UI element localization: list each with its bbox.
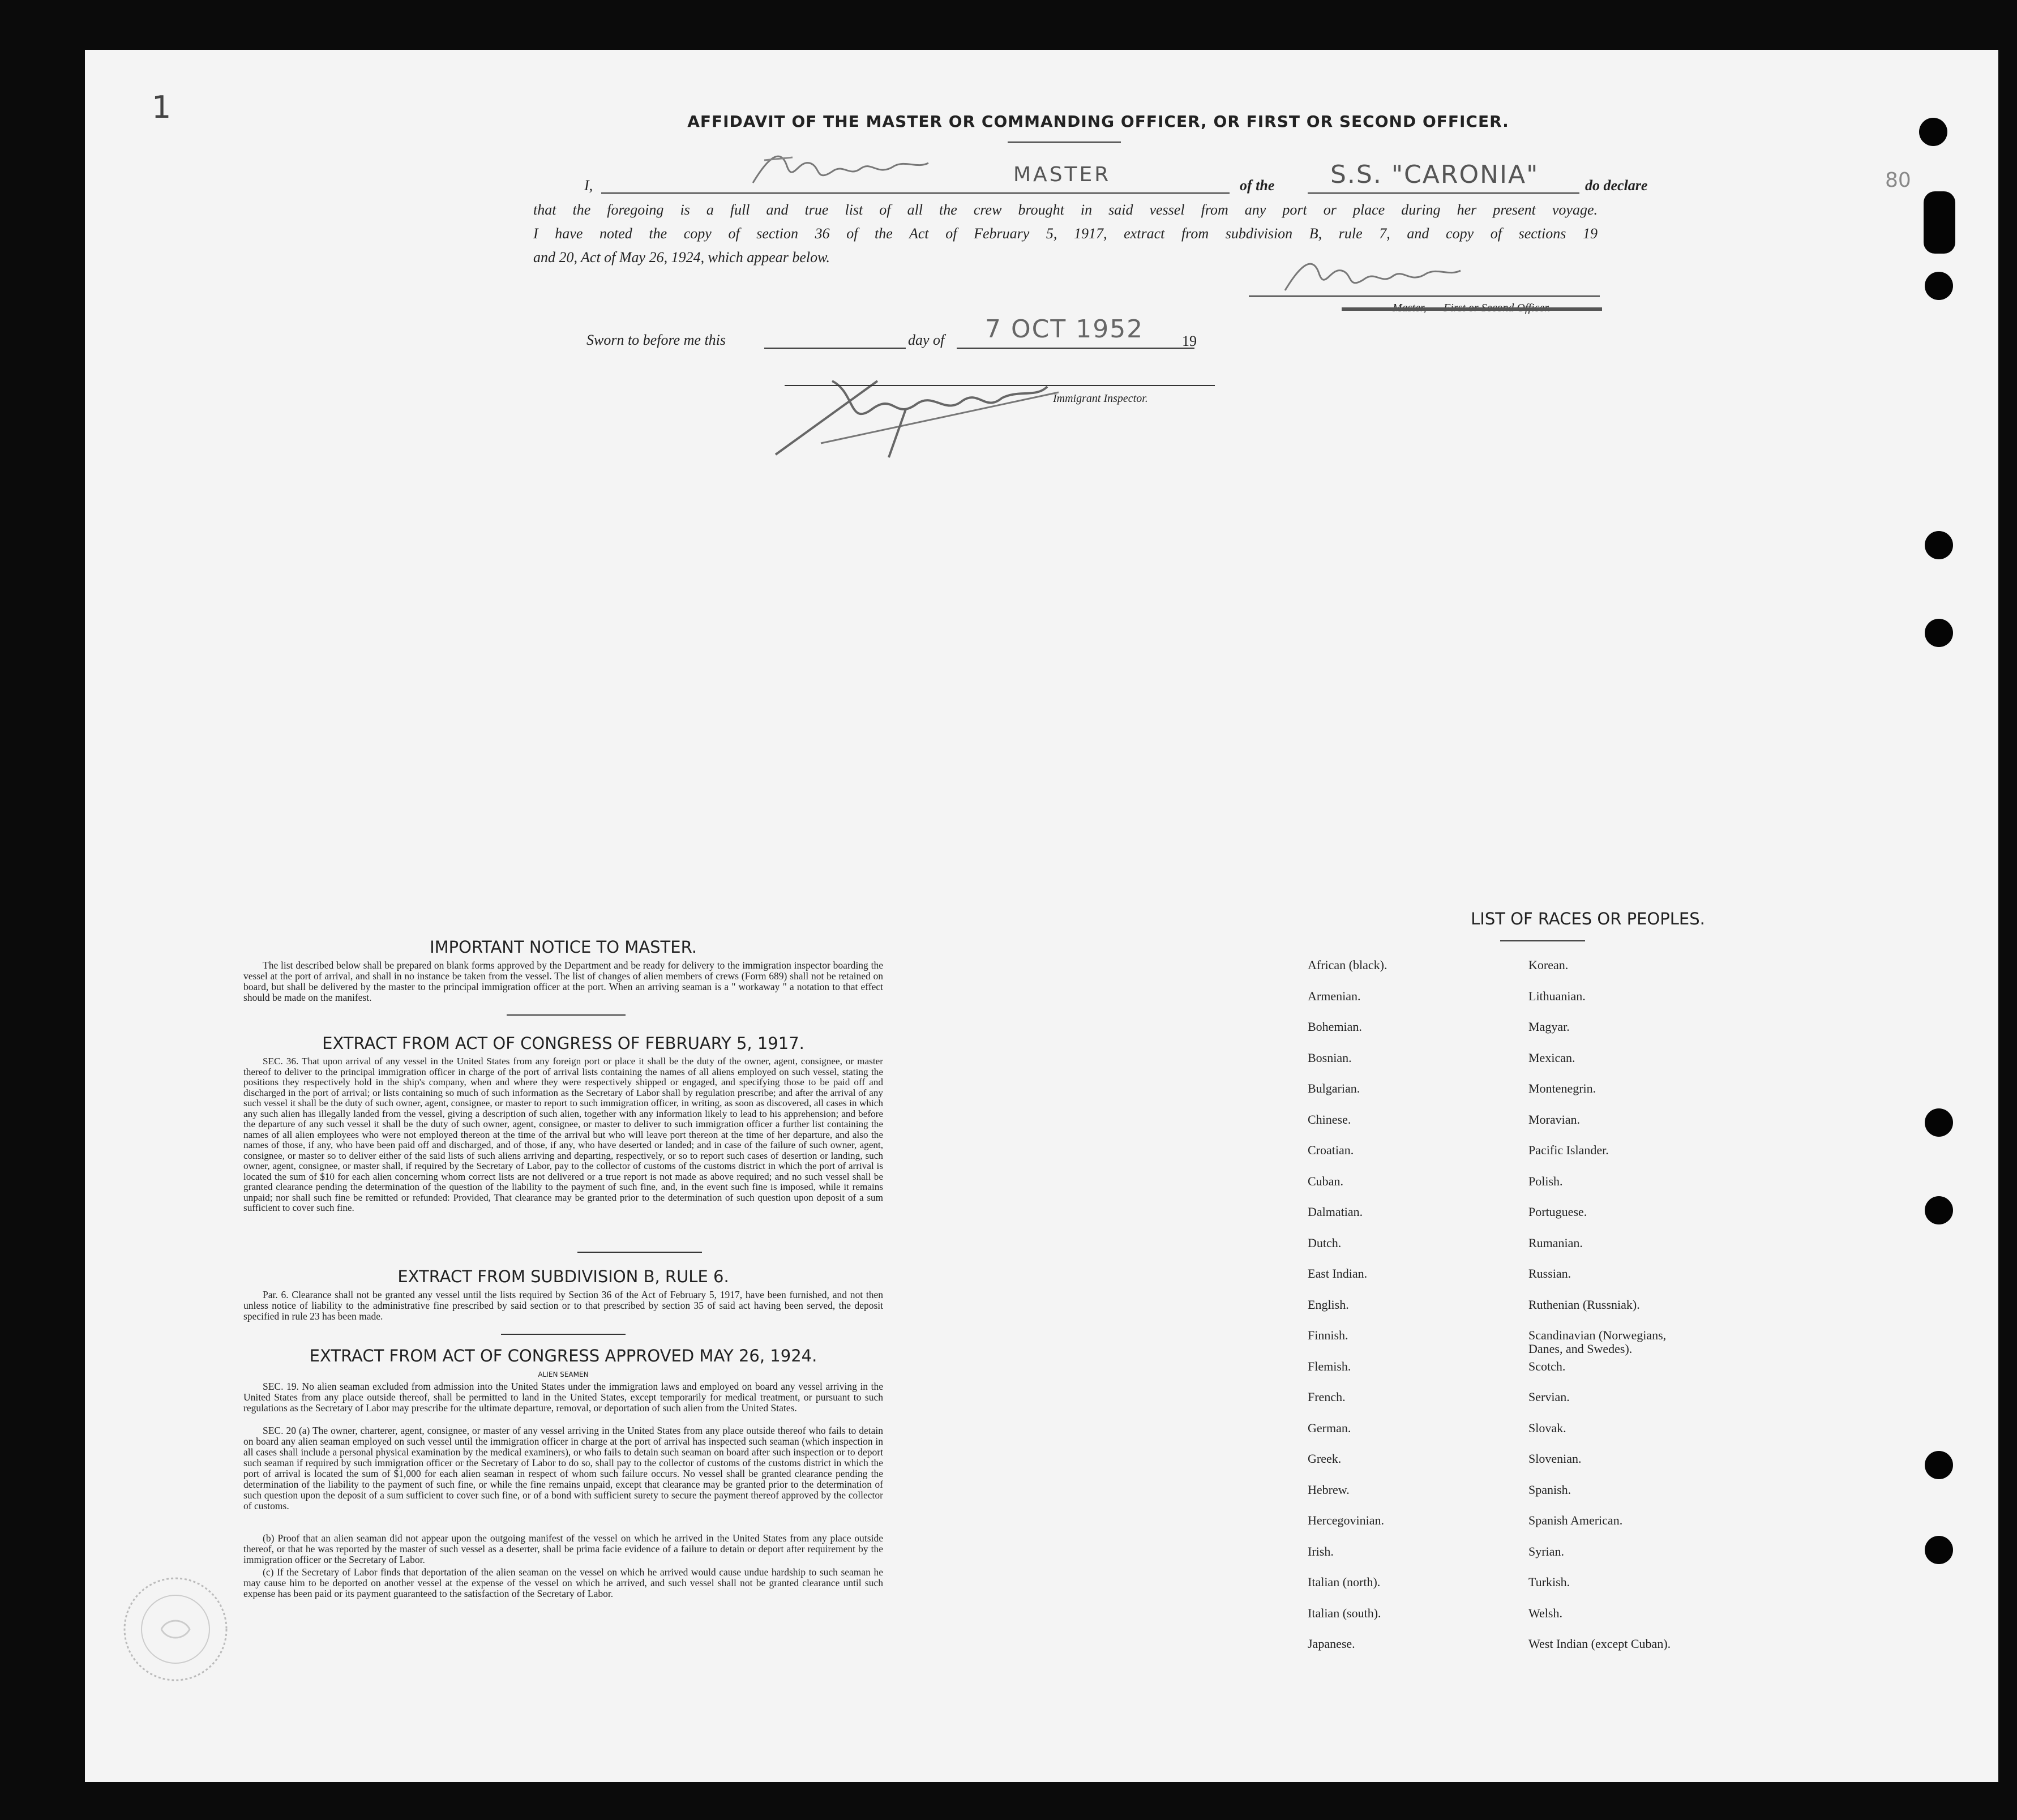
- subdivision-b-rule: [501, 1334, 626, 1335]
- race-item: Lithuanian.: [1528, 988, 1586, 1003]
- binder-hole: [1925, 619, 1953, 647]
- master-signature-lower: [1279, 251, 1472, 302]
- race-item: Dutch.: [1308, 1235, 1342, 1250]
- vessel-field-line: [1308, 192, 1579, 194]
- race-item: Montenegrin.: [1528, 1081, 1596, 1095]
- race-item: Slovak.: [1528, 1420, 1566, 1435]
- race-item: Greek.: [1308, 1451, 1342, 1466]
- race-item: Welsh.: [1528, 1605, 1562, 1620]
- affidavit-line4: and 20, Act of May 26, 1924, which appear below.: [533, 249, 830, 265]
- race-item: Ruthenian (Russniak).: [1528, 1297, 1640, 1312]
- notice-title: IMPORTANT NOTICE TO MASTER.: [430, 937, 697, 957]
- race-item: Finnish.: [1308, 1328, 1348, 1342]
- race-item: Spanish.: [1528, 1482, 1571, 1497]
- race-item: Korean.: [1528, 958, 1569, 972]
- race-item: Slovenian.: [1528, 1451, 1582, 1466]
- race-item: English.: [1308, 1297, 1349, 1312]
- race-item: West Indian (except Cuban).: [1528, 1637, 1671, 1651]
- race-item: Flemish.: [1308, 1359, 1351, 1373]
- race-item: Irish.: [1308, 1544, 1334, 1558]
- affidavit-line2: that the foregoing is a full and true list of all the crew brought in said vessel from any port or place during her present voyage.: [533, 202, 1598, 218]
- subdivision-b-title: EXTRACT FROM SUBDIVISION B, RULE 6.: [397, 1267, 729, 1286]
- race-item: German.: [1308, 1420, 1351, 1435]
- race-item: Turkish.: [1528, 1575, 1570, 1589]
- race-item: Rumanian.: [1528, 1235, 1583, 1250]
- race-item: East Indian.: [1308, 1266, 1368, 1281]
- race-item: Hebrew.: [1308, 1482, 1350, 1497]
- notice-rule: [507, 1014, 626, 1016]
- binder-hole: [1925, 1451, 1953, 1479]
- binder-hole: [1919, 118, 1947, 146]
- binder-hole: [1924, 191, 1955, 254]
- vessel-stamp: S.S. "CARONIA": [1330, 160, 1539, 189]
- extract-1917-text: SEC. 36. That upon arrival of any vessel in the United States from any foreign port or place it shall be the duty of the owner, agent, consignee, or master thereof to deliver to the principal immigration officer in charge of the port of arrival lists containing the names of all aliens employed on such vessel, stating the positions they respectively hold in the ship's company, when and where they were respectively shipped or engaged, and specifying those to be paid off and discharged in the port of arrival; or lists containing so much of such information as the Secretary of Labor shall by regulation prescribe; and after the arrival of any such vessel it shall be the duty of such owner, agent, consignee, or master to report to such immigration officer, in writing, as soon as discovered, all cases in which any such alien has illegally landed from the vessel, giving a description of such alien, together with any information likely to lead to his apprehension; and before the departure of any such vessel it shall be the duty of such owner, agent, consignee, or master to deliver to such immigration officer a further list containing the names of all alien employees who were not employed thereon at the time of the arrival but who will leave port thereon at the time of her departure, and also the names of those, if any, who have been paid off and discharged, and of those, if any, who have deserted or landed; and in case of the failure of such owner, agent, consignee, or master so to deliver either of the said lists of such aliens arriving and departing, respectively, or so to report such cases of desertion or landing, such owner, agent, consignee, or master shall, if required by the Secretary of Labor, pay to the collector of customs of the customs district in which the port of arrival is located the sum of $10 for each alien concerning whom correct lists are not delivered or a true report is not made as above required; and no such vessel shall be granted clearance pending the determination of the question of the liability to the payment of such fine, and, in the event such fine is imposed, while it remains unpaid; nor shall such fine be remitted or refunded: Provided, That clearance may be granted prior to the determination of such question upon deposit of a sum sufficient to cover such fine.: [243, 1056, 883, 1213]
- race-item: Dalmatian.: [1308, 1205, 1363, 1219]
- race-item: Syrian.: [1528, 1544, 1564, 1558]
- official-seal: [119, 1573, 232, 1686]
- race-item: Magyar.: [1528, 1020, 1570, 1034]
- binder-hole: [1925, 1196, 1953, 1224]
- affidavit-line3: I have noted the copy of section 36 of the Act of February 5, 1917, extract from subdivision B, rule 7, and copy of sections 19: [533, 225, 1598, 242]
- affidavit-i: I,: [584, 177, 593, 194]
- affidavit-title: AFFIDAVIT OF THE MASTER OR COMMANDING OFFICER, OR FIRST OR SECOND OFFICER.: [687, 112, 1509, 131]
- race-item: Bohemian.: [1308, 1020, 1362, 1034]
- sec19-text: SEC. 19. No alien seaman excluded from admission into the United States under the immigration laws and employed on board any vessel arriving in the United States from any place outside thereof, shall be permitted to land in the United States, except temporarily for medical treatment, or pursuant to such regulations as the Secretary of Labor may prescribe for the ultimate departure, removal, or deportation of such alien from the United States.: [243, 1381, 883, 1414]
- rank-stamp: MASTER: [1013, 163, 1111, 186]
- race-item: Portuguese.: [1528, 1205, 1587, 1219]
- inspector-sign-line: [785, 385, 1215, 386]
- race-item: Hercegovinian.: [1308, 1513, 1384, 1527]
- title-rule: [1008, 142, 1121, 143]
- notice-text: The list described below shall be prepared on blank forms approved by the Department and be ready for delivery to the immigration inspector boarding the vessel at the port of arrival, and shall in no instance be taken from the vessel. The list of changes of alien members of crews (Form 689) shall not be retained on board, but shall be delivered by the master to the principal immigration officer at the port. When an arriving seaman is a " workaway " a notation to that effect should be made on the manifest.: [243, 960, 883, 1003]
- binder-hole: [1925, 1536, 1953, 1564]
- sworn-date-line: [957, 348, 1194, 349]
- caption-strike: [1342, 307, 1602, 311]
- sec20c-text: (c) If the Secretary of Labor finds that deportation of the alien seaman on the vessel on which he arrived would cause undue hardship to such seaman he may cause him to be deported on another vessel at the expense of the vessel on which he arrived, and such vessel shall not be granted clearance until such expense has been paid or its payment guaranteed to the satisfaction of the Secretary of Labor.: [243, 1566, 883, 1599]
- race-item: Spanish American.: [1528, 1513, 1623, 1527]
- extract-1924-title: EXTRACT FROM ACT OF CONGRESS APPROVED MAY 26, 1924.: [309, 1346, 817, 1365]
- of-the-label: of the: [1240, 177, 1275, 194]
- sworn-year: 19: [1182, 333, 1197, 349]
- race-item: Moravian.: [1528, 1112, 1581, 1127]
- race-item: Bosnian.: [1308, 1050, 1352, 1065]
- race-item: Japanese.: [1308, 1637, 1355, 1651]
- sworn-prefix: Sworn to before me this: [586, 332, 726, 348]
- race-item: Russian.: [1528, 1266, 1571, 1281]
- race-item: Cuban.: [1308, 1174, 1343, 1188]
- race-item: Bulgarian.: [1308, 1081, 1360, 1095]
- extract-1917-rule: [577, 1252, 702, 1253]
- inspector-signature: [764, 358, 1104, 460]
- binder-hole: [1925, 531, 1953, 559]
- race-item: Scotch.: [1528, 1359, 1566, 1373]
- race-item: Servian.: [1528, 1390, 1570, 1404]
- master-sign-line: [1249, 296, 1600, 297]
- race-item: Polish.: [1528, 1174, 1563, 1188]
- extract-1924-subtitle: ALIEN SEAMEN: [538, 1371, 589, 1378]
- race-item: African (black).: [1308, 958, 1388, 972]
- binder-hole: [1925, 272, 1953, 300]
- race-item: Armenian.: [1308, 988, 1361, 1003]
- sec20a-text: SEC. 20 (a) The owner, charterer, agent, consignee, or master of any vessel arriving in the United States from any place outside thereof who fails to detain on board any alien seaman employed on such vessel until the immigration officer in charge at the port of arrival has inspected such seaman (which inspection in all cases shall include a personal physical examination by the medical examiners), or who fails to detain such seaman on board after such inspection or to deport such seaman if required by such immigration officer or the Secretary of Labor to do so, shall pay to the collector of customs of the customs district in which the port of arrival is located the sum of $1,000 for each alien seaman in respect of whom such failure occurs. No vessel shall be granted clearance pending the determination of the liability to the payment of such fine, or while the fine remains unpaid, except that clearance may be granted prior to the determination of such question upon the deposit of a sum sufficient to cover such fine, or of a bond with sufficient surety to secure the payment thereof approved by the collector of customs.: [243, 1425, 883, 1511]
- extract-1917-title: EXTRACT FROM ACT OF CONGRESS OF FEBRUARY 5, 1917.: [322, 1034, 804, 1053]
- race-item: Pacific Islander.: [1528, 1143, 1609, 1157]
- master-signature: [747, 143, 940, 194]
- inspector-caption: Immigrant Inspector.: [1053, 392, 1148, 405]
- race-item: Italian (north).: [1308, 1575, 1381, 1589]
- manifest-page: [85, 50, 1998, 1782]
- pencil-mark-right: 80: [1885, 169, 1911, 192]
- sec20b-text: (b) Proof that an alien seaman did not appear upon the outgoing manifest of the vessel on which he arrived in the United States from any place outside thereof, or that he was reported by the master of such vessel as a deserter, shall be prima facie evidence of a failure to detain or deport after requirement by the immigration officer or the Secretary of Labor.: [243, 1532, 883, 1565]
- race-item: Mexican.: [1528, 1050, 1575, 1065]
- sworn-date-stamp: 7 OCT 1952: [985, 315, 1144, 344]
- binder-hole: [1925, 1108, 1953, 1137]
- pencil-mark-left: 1: [152, 89, 172, 125]
- races-rule: [1500, 940, 1585, 941]
- race-item: French.: [1308, 1390, 1346, 1404]
- race-item: Croatian.: [1308, 1143, 1354, 1157]
- subdivision-b-text: Par. 6. Clearance shall not be granted any vessel until the lists required by Section 36 of the Act of February 5, 1917, have been furnished, and not then unless notice of liability to the administrative fine prescribed by said section or to that prescribed by section 35 of said act having been served, the deposit specified in rule 23 has been made.: [243, 1289, 883, 1322]
- sworn-day-line: [764, 348, 906, 349]
- race-item: Scandinavian (Norwegians, Danes, and Swedes).: [1528, 1328, 1667, 1356]
- races-title: LIST OF RACES OR PEOPLES.: [1471, 909, 1705, 928]
- race-item: Chinese.: [1308, 1112, 1351, 1127]
- race-item: Italian (south).: [1308, 1605, 1381, 1620]
- sworn-day-of: day of: [908, 332, 945, 348]
- do-declare-label: do declare: [1585, 177, 1648, 194]
